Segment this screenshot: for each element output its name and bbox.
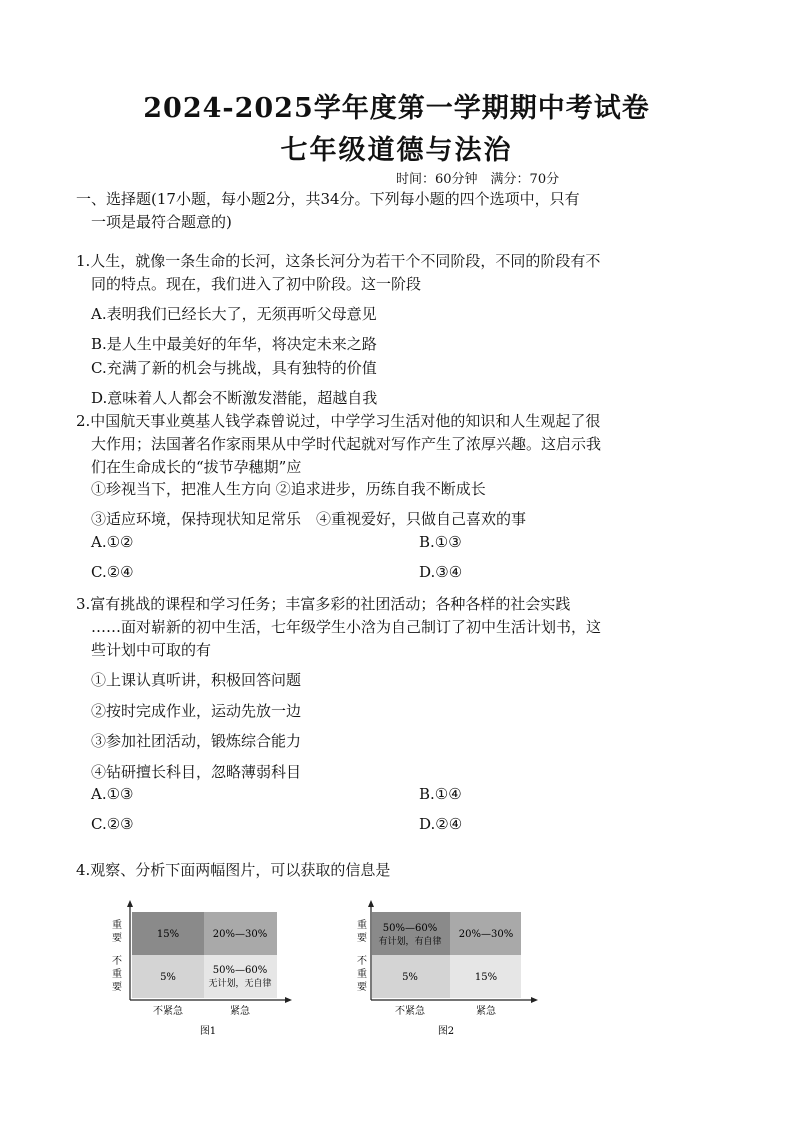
section-heading-line1: 一、选择题(17小题，每小题2分，共34分。下列每小题的四个选项中，只有	[76, 190, 580, 208]
q2-stem-line3: 们在生命成长的“拔节孕穗期”应	[91, 458, 302, 476]
q3-option-b: B.①④	[419, 785, 462, 803]
q1-stem-line1: 1.人生，就像一条生命的长河，这条长河分为若干个不同阶段，不同的阶段有不	[76, 252, 601, 270]
fig1-cell-bl-value: 5%	[160, 972, 176, 983]
fig1-cell-tr-value: 20%—30%	[212, 929, 268, 940]
q3-option-d: D.②④	[419, 815, 463, 833]
fig2-cell-br-value: 15%	[474, 972, 498, 983]
q3-statement-4: ④钻研擅长科目，忽略薄弱科目	[91, 763, 302, 781]
fig1-ylabel-important-1: 重	[112, 920, 122, 931]
figure-1-time-quadrant	[108, 900, 298, 1040]
fig2-ylabel-unimportant-1: 不	[357, 956, 367, 967]
section-heading-line2: 一项是最符合题意的)	[91, 213, 232, 231]
fig2-ylabel-unimportant-3: 要	[357, 982, 367, 993]
fig1-xlabel-urgent: 紧急	[230, 1006, 250, 1017]
fig2-ylabel-important-2: 要	[357, 933, 367, 944]
q2-option-c: C.②④	[91, 563, 134, 581]
fig2-xlabel-urgent: 紧急	[476, 1006, 496, 1017]
fig2-cell-tl-value: 50%—60%	[382, 923, 438, 934]
fig1-caption: 图1	[199, 1026, 217, 1037]
exam-meta: 时间：60分钟 满分：70分	[396, 172, 560, 187]
fig2-cell-bl-value: 5%	[402, 972, 418, 983]
q2-statements-2: ③适应环境，保持现状知足常乐 ④重视爱好，只做自己喜欢的事	[91, 510, 527, 528]
q2-option-d: D.③④	[419, 563, 463, 581]
fig1-y-arrow	[127, 900, 133, 907]
exam-title: 2024-2025学年度第一学期期中考试卷	[143, 93, 650, 124]
q4-stem: 4.观察、分析下面两幅图片，可以获取的信息是	[76, 861, 391, 879]
fig1-ylabel-unimportant-3: 要	[112, 982, 122, 993]
q2-stem-line1: 2.中国航天事业奠基人钱学森曾说过，中学学习生活对他的知识和人生观起了很	[76, 412, 601, 430]
fig2-y-arrow	[368, 900, 374, 907]
q1-option-d: D.意味着人人都会不断激发潜能，超越自我	[91, 389, 378, 407]
fig1-ylabel-important-2: 要	[112, 933, 122, 944]
fig1-ylabel-unimportant-1: 不	[112, 956, 122, 967]
q2-statements-1: ①珍视当下，把准人生方向 ②追求进步，历练自我不断成长	[91, 480, 486, 498]
q3-statement-2: ②按时完成作业，运动先放一边	[91, 702, 302, 720]
q1-stem-line2: 同的特点。现在，我们进入了初中阶段。这一阶段	[91, 275, 422, 293]
fig1-cell-unimportant-urgent	[204, 955, 277, 998]
fig2-x-arrow	[531, 997, 538, 1003]
q3-stem-line3: 些计划中可取的有	[91, 641, 212, 659]
fig1-cell-br-value: 50%—60%	[212, 965, 268, 976]
figure-2-time-quadrant	[354, 900, 544, 1040]
exam-subject: 七年级道德与法治	[280, 135, 513, 166]
q3-stem-line2: ……面对崭新的初中生活，七年级学生小浛为自己制订了初中生活计划书，这	[91, 618, 602, 636]
q1-option-c: C.充满了新的机会与挑战，具有独特的价值	[91, 359, 377, 377]
fig2-ylabel-unimportant-2: 重	[357, 969, 367, 980]
q3-statement-1: ①上课认真听讲，积极回答问题	[91, 671, 302, 689]
fig2-cell-tl-note: 有计划，有自律	[378, 937, 442, 947]
fig1-cell-br-note: 无计划，无自律	[208, 979, 272, 989]
q1-option-a: A.表明我们已经长大了，无须再听父母意见	[91, 305, 377, 323]
q2-option-a: A.①②	[91, 533, 134, 551]
fig1-x-arrow	[285, 997, 292, 1003]
fig2-caption: 图2	[437, 1026, 455, 1037]
q1-option-b: B.是人生中最美好的年华，将决定未来之路	[91, 335, 377, 353]
q3-statement-3: ③参加社团活动，锻炼综合能力	[91, 732, 302, 750]
fig1-xlabel-not-urgent: 不紧急	[153, 1006, 183, 1017]
fig1-cell-tl-value: 15%	[156, 929, 180, 940]
q3-stem-line1: 3.富有挑战的课程和学习任务；丰富多彩的社团活动；各种各样的社会实践	[76, 595, 571, 613]
fig2-cell-tr-value: 20%—30%	[458, 929, 514, 940]
q3-option-c: C.②③	[91, 815, 134, 833]
fig2-ylabel-important-1: 重	[357, 920, 367, 931]
q2-option-b: B.①③	[419, 533, 462, 551]
fig2-xlabel-not-urgent: 不紧急	[395, 1006, 425, 1017]
q2-stem-line2: 大作用；法国著名作家雨果从中学时代起就对写作产生了浓厚兴趣。这启示我	[91, 435, 602, 453]
q3-option-a: A.①③	[91, 785, 134, 803]
fig1-ylabel-unimportant-2: 重	[112, 969, 122, 980]
